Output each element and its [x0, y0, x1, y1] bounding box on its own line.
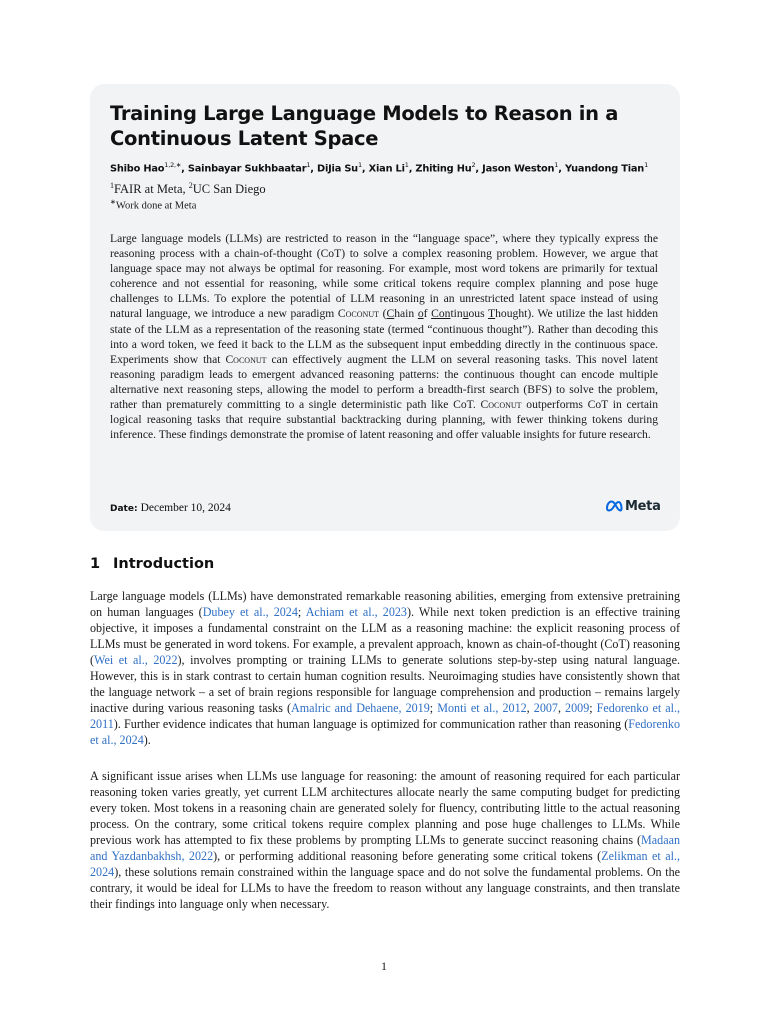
affil-text: UC San Diego: [192, 182, 266, 197]
coconut-name: Coconut: [337, 307, 379, 321]
author-name: Zhiting Hu: [415, 163, 472, 175]
affiliations: [110, 181, 266, 197]
affil-mark: 2: [188, 181, 193, 190]
section-heading: [90, 556, 214, 572]
author-affil-mark: 1: [644, 161, 648, 169]
author-affil-mark: 1: [404, 161, 409, 169]
date-row: [110, 498, 231, 516]
intro-paragraph-1: Large language models (LLMs) have demonstrated remarkable reasoning abilities, emerging from extensive pretraining on human languages (Dubey et al., 2024; Achiam et al., 2023). While next token prediction is an effective training objective, it imposes a fundamental constraint on the LLM as a reasoning machine: the explicit reasoning process of LLMs must be generated in word tokens. For example, a prevalent approach, known as chain-of-thought (CoT) reasoning (Wei et al., 2022), involves prompting or training LLMs to generate solutions step-by-step using natural language. However, this is in stark contrast to certain human cognition results. Neuroimaging studies have consistently shown that the language network – a set of brain regions responsible for language comprehension and production – remains largely inactive during various reasoning tasks (Amalric and Dehaene, 2019; Monti et al., 2012, 2007, 2009; Fedorenko et al., 2011). Further evidence indicates that human language is optimized for communication rather than reasoning (Fedorenko et al., 2024).: [90, 589, 681, 748]
citation-link[interactable]: Zelikman et al., 2024: [90, 849, 680, 880]
author-affil-mark: 1: [357, 161, 362, 169]
citation-link[interactable]: Achiam et al., 2023: [305, 605, 407, 620]
page-number: 1: [381, 959, 387, 973]
coconut-name: Coconut: [225, 352, 267, 366]
author-name: DiJia Su: [317, 163, 358, 175]
author-name: Jason Weston: [482, 163, 555, 175]
work-note: [110, 198, 196, 212]
work-note-mark: ∗: [110, 198, 116, 206]
author-name: Shibo Hao: [110, 163, 165, 175]
affil-mark: 1: [110, 181, 114, 190]
author-affil-mark: 1: [554, 161, 559, 169]
meta-logo: [605, 497, 661, 515]
author-list: Shibo Hao$^{1,2,∗}$, Sainbayar Sukhbaatar$^1$, DiJia Su$^1$, Xian Li$^1$, Zhiting Hu$^2$, Jason Weston$^1$, Yuandong Tian$^1$: [110, 161, 648, 175]
citation-link[interactable]: Fedorenko et al., 2024: [90, 717, 680, 748]
date-value: December 10, 2024: [140, 502, 231, 514]
author-affil-mark: 2: [471, 161, 476, 169]
author-name: Xian Li: [368, 163, 405, 175]
citation-link[interactable]: Dubey et al., 2024: [202, 605, 298, 620]
citation-link[interactable]: Wei et al., 2022: [94, 653, 178, 668]
intro-paragraph-2: A significant issue arises when LLMs use language for reasoning: the amount of reasoning required for each particular reasoning token varies greatly, yet current LLM architectures allocate nearly the same computing budget for predicting every token. Most tokens in a reasoning chain are generated solely for fluency, contributing little to the actual reasoning process. On the contrary, some critical tokens require complex planning and pose huge challenges to LLMs. While previous work has attempted to fix these problems by prompting LLMs to generate succinct reasoning chains (Madaan and Yazdanbakhsh, 2022), or performing additional reasoning before generating some critical tokens (Zelikman et al., 2024), these solutions remain constrained within the language space and do not solve the fundamental problems. On the contrary, it would be ideal for LLMs to have the freedom to reason without any language constraints, and then translate their findings into language only when necessary.: [90, 769, 680, 912]
author-affil-mark: 1,2,∗: [164, 161, 182, 169]
meta-logo-text: Meta: [625, 498, 661, 514]
section-title: Introduction: [113, 556, 215, 572]
citation-link[interactable]: Madaan and Yazdanbakhsh, 2022: [90, 833, 680, 864]
coconut-name: Coconut: [480, 398, 522, 412]
section-number: 1: [90, 556, 101, 572]
author-name: Sainbayar Sukhbaatar: [187, 163, 307, 175]
citation-link[interactable]: Fedorenko et al., 2011: [90, 701, 681, 732]
citation-link[interactable]: Monti et al., 2012: [437, 701, 527, 716]
meta-infinity-icon: [605, 500, 623, 512]
author-affil-mark: 1: [306, 161, 311, 169]
work-note-text: Work done at Meta: [115, 200, 197, 212]
citation-link[interactable]: 2009: [565, 701, 590, 716]
citation-link[interactable]: Amalric and Dehaene, 2019: [291, 701, 430, 716]
citation-link[interactable]: 2007: [533, 701, 558, 716]
date-label: Date:: [110, 504, 138, 514]
paper-title: Training Large Language Models to Reason in a Continuous Latent Space: [110, 102, 619, 150]
affil-text: FAIR at Meta,: [114, 182, 189, 197]
author-name: Yuandong Tian: [564, 163, 645, 175]
abstract: Large language models (LLMs) are restricted to reason in the “language space”, where they typically express the reasoning process with a chain-of-thought (CoT) to solve a complex reasoning problem. However, we argue that language space may not always be optimal for reasoning. For example, most word tokens are primarily for textual coherence and not essential for reasoning, while some critical tokens require complex planning and pose huge challenges to LLMs. To explore the potential of LLM reasoning in an unrestricted latent space instead of using natural language, we introduce a new paradigm Coconut (Chain of Continuous Thought). We utilize the last hidden state of the LLM as a representation of the reasoning state (termed “continuous thought”). Rather than decoding this into a word token, we feed it back to the LLM as the subsequent input embedding directly in the continuous space. Experiments show that Coconut can effectively augment the LLM on several reasoning tasks. This novel latent reasoning paradigm leads to emergent advanced reasoning patterns: the continuous thought can encode multiple alternative next reasoning steps, allowing the model to perform a breadth-first search (BFS) to solve the problem, rather than prematurely committing to a single deterministic path like CoT. Coconut outperforms CoT in certain logical reasoning tasks that require substantial backtracking during planning, with fewer thinking tokens during inference. These findings demonstrate the promise of latent reasoning and offer valuable insights for future research.: [110, 232, 658, 442]
